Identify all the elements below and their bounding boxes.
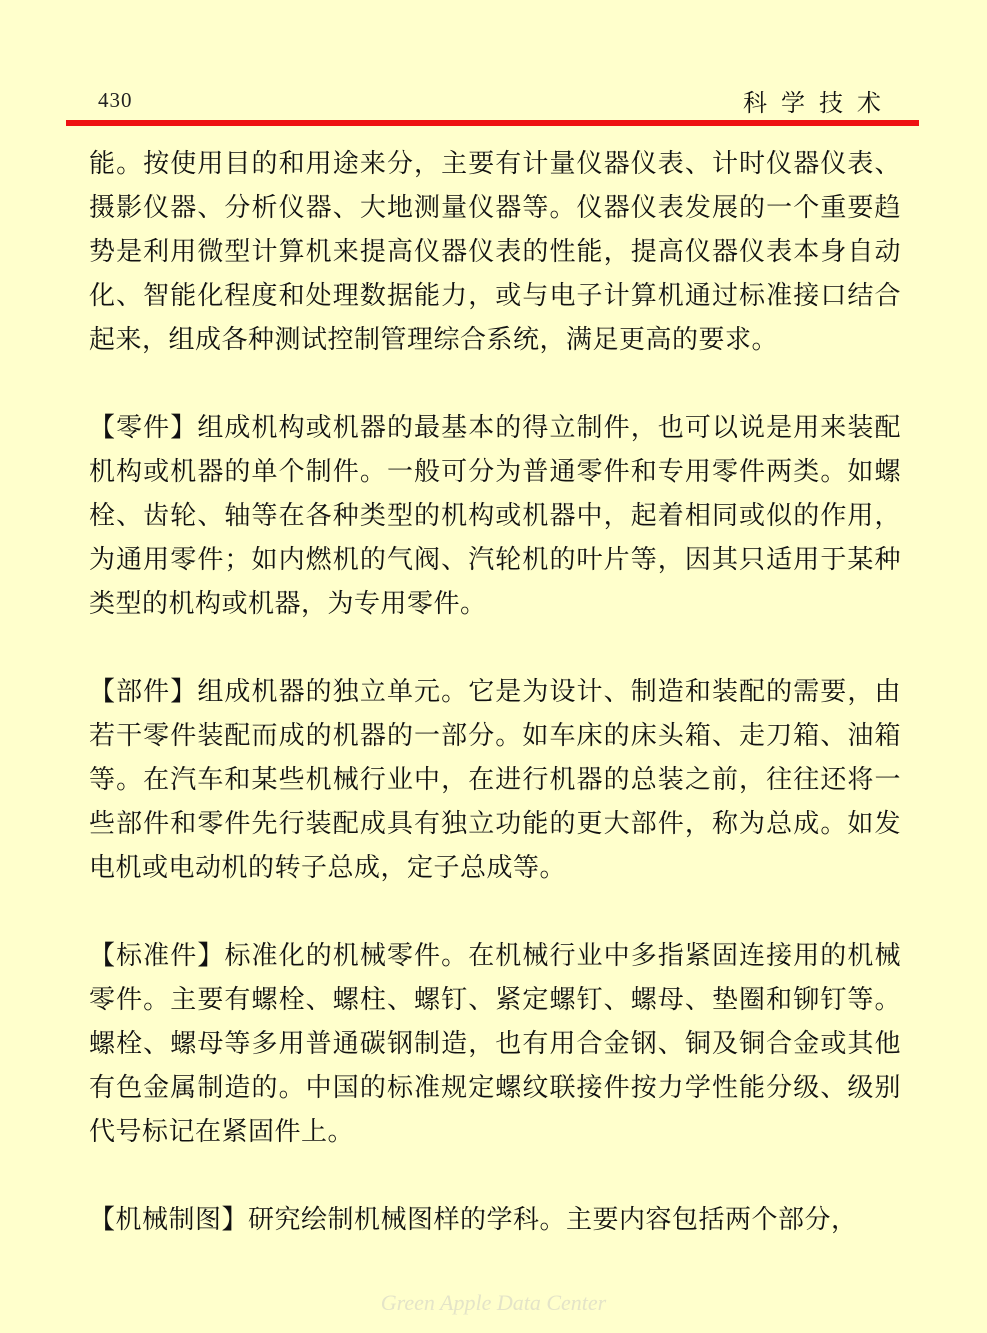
running-head: 科学技术 [743,89,895,117]
entry-text: 组成机器的独立单元。它是为设计、制造和装配的需要，由若干零件装配而成的机器的一部分。如车床的床头箱、走刀箱、油箱等。在汽车和某些机械行业中，在进行机器的总装之前，往往还将一些部件和零件先行装配成具有独立功能的更大部件，称为总成。如发电机或电动机的转子总成，定子总成等。 [89,677,901,883]
header-rule [66,120,919,126]
entry-text: 研究绘制机械图样的学科。主要内容包括两个部分， [248,1205,858,1235]
entry-term: 【标准件】 [89,941,225,971]
paragraph-text: 能。按使用目的和用途来分，主要有计量仪器仪表、计时仪器仪表、摄影仪器、分析仪器、大地测量仪器等。仪器仪表发展的一个重要趋势是利用微型计算机来提高仪器仪表的性能，提高仪器仪表本身自动化、智能化程度和处理数据能力，或与电子计算机通过标准接口结合起来，组成各种测试控制管理综合系统，满足更高的要求。 [89,149,901,355]
watermark: Green Apple Data Center [380,1290,607,1315]
entry-text: 组成机构或机器的最基本的得立制件，也可以说是用来装配机构或机器的单个制件。一般可分为普通零件和专用零件两类。如螺栓、齿轮、轴等在各种类型的机构或机器中，起着相同或似的作用，为通用零件；如内燃机的气阀、汽轮机的叶片等，因其只适用于某种类型的机构或机器，为专用零件。 [89,413,901,619]
paragraph-continuation [89,142,901,362]
body-text [89,142,901,1286]
entry-term: 【零件】 [89,413,198,443]
page-number: 430 [98,88,133,112]
entry-biaozhunjian [89,934,901,1154]
entry-bujian [89,670,901,890]
entry-jixiezhitu [89,1198,901,1242]
entry-term: 【机械制图】 [89,1205,249,1235]
entry-text: 标准化的机械零件。在机械行业中多指紧固连接用的机械零件。主要有螺栓、螺柱、螺钉、紧定螺钉、螺母、垫圈和铆钉等。螺栓、螺母等多用普通碳钢制造，也有用合金钢、铜及铜合金或其他有色金属制造的。中国的标准规定螺纹联接件按力学性能分级、级别代号标记在紧固件上。 [89,941,901,1147]
entry-lingjian [89,406,901,626]
entry-term: 【部件】 [89,677,198,707]
